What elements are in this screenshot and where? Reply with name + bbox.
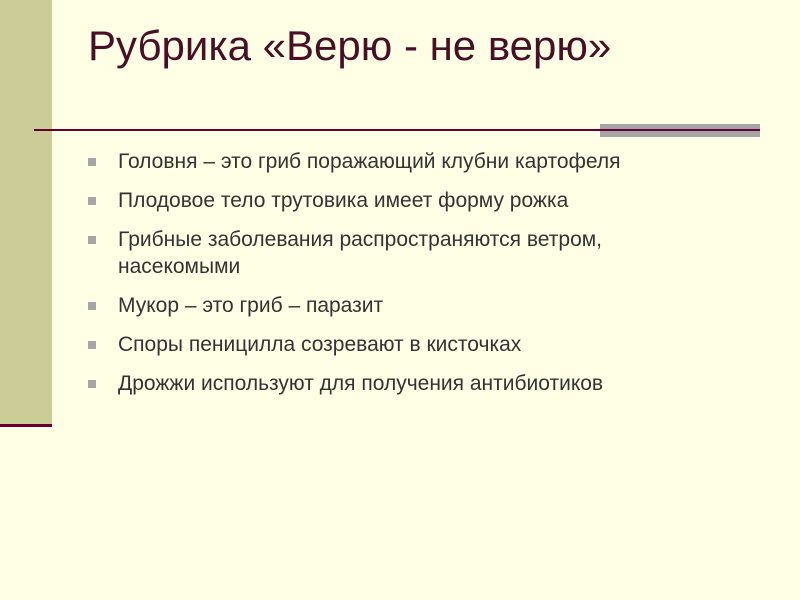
- bullet-text: Дрожжи используют для получения антибиотиков: [118, 372, 604, 395]
- slide-title: Рубрика «Верю - не верю»: [88, 22, 612, 69]
- title-divider-line: [34, 129, 600, 131]
- square-bullet-icon: [88, 197, 96, 205]
- bullet-item: [88, 331, 728, 358]
- bullet-item: [88, 292, 728, 319]
- bullet-item: [88, 226, 728, 280]
- square-bullet-icon: [88, 158, 96, 166]
- bullet-item: [88, 187, 728, 214]
- bullet-text: Споры пеницилла созревают в кисточках: [118, 333, 522, 356]
- bullet-text: Грибные заболевания распространяются ветром, насекомыми: [118, 228, 603, 278]
- square-bullet-icon: [88, 236, 96, 244]
- bullet-item: [88, 370, 728, 397]
- square-bullet-icon: [88, 302, 96, 310]
- side-decor-bar-edge: [0, 424, 52, 427]
- title-divider-accent-line: [600, 129, 760, 131]
- square-bullet-icon: [88, 380, 96, 388]
- bullet-item: [88, 148, 728, 175]
- bullet-text: Головня – это гриб поражающий клубни картофеля: [118, 150, 621, 173]
- bullet-text: Мукор – это гриб – паразит: [118, 294, 384, 317]
- bullet-list: [88, 148, 728, 409]
- side-decor-bar: [0, 0, 52, 426]
- square-bullet-icon: [88, 341, 96, 349]
- bullet-text: Плодовое тело трутовика имеет форму рожка: [118, 189, 569, 212]
